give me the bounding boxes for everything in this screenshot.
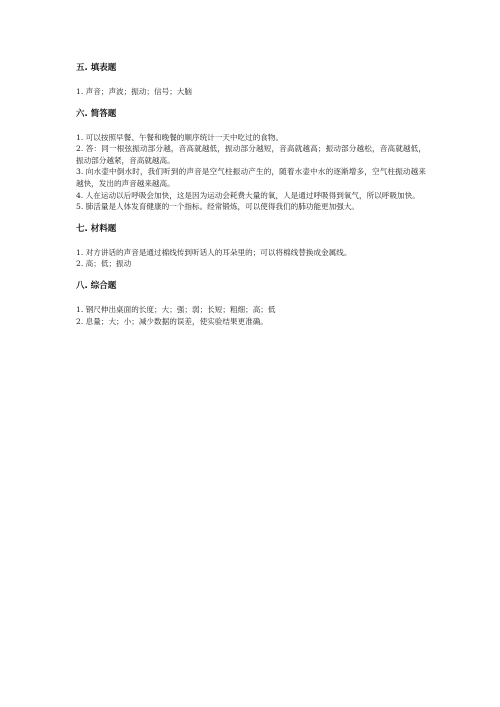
section-material	[76, 223, 426, 270]
answer-item: 5. 肺活量是人体发育健康的一个指标。经常锻炼，可以使得我们的肺功能更加强大。	[76, 202, 360, 212]
section-items	[76, 304, 426, 327]
section-title: 五. 填表题	[76, 63, 117, 73]
section-items	[76, 132, 426, 213]
section-items	[76, 86, 426, 98]
section-title: 八. 综合题	[76, 280, 117, 291]
answer-document	[76, 62, 426, 337]
answer-item: 1. 可以按照早餐、午餐和晚餐的顺序统计一天中吃过的食物。	[76, 132, 284, 142]
answer-item: 2. 高；低；振动	[76, 259, 132, 269]
answer-item: 2. 答：同一根弦振动部分越，音高就越低，振动部分越短，音高就越高；振动部分越松，音高就越低，振动部分越紧，音高就越高。	[76, 144, 426, 165]
answer-item: 1. 钢尺伸出桌面的长度；大；强；弱；长短；粗细；高；低	[76, 304, 276, 314]
section-items	[76, 247, 426, 270]
section-comprehensive	[76, 280, 426, 327]
section-title: 七. 材料题	[76, 223, 117, 234]
section-short-answer	[76, 108, 426, 213]
answer-item: 3. 向水壶中倒水时，我们听到的声音是空气柱振动产生的，随着水壶中水的逐渐增多，空气柱振动越来越快，发出的声音越来越高。	[76, 167, 426, 188]
answer-item: 1. 对方讲话的声音是通过棉线传到听话人的耳朵里的；可以将棉线替换成金属线。	[76, 247, 352, 257]
section-fill-table	[76, 62, 426, 98]
answer-item: 2. 息量；大；小；减少数据的误差，使实验结果更准确。	[76, 316, 268, 326]
section-title: 六. 简答题	[76, 108, 117, 119]
answer-item: 4. 人在运动以后呼吸会加快，这是因为运动会耗费大量的氧，人是通过呼吸得到氧气，所以呼吸加快。	[76, 190, 420, 200]
answer-item: 1. 声音；声波；振动；信号；大脑	[76, 87, 192, 96]
